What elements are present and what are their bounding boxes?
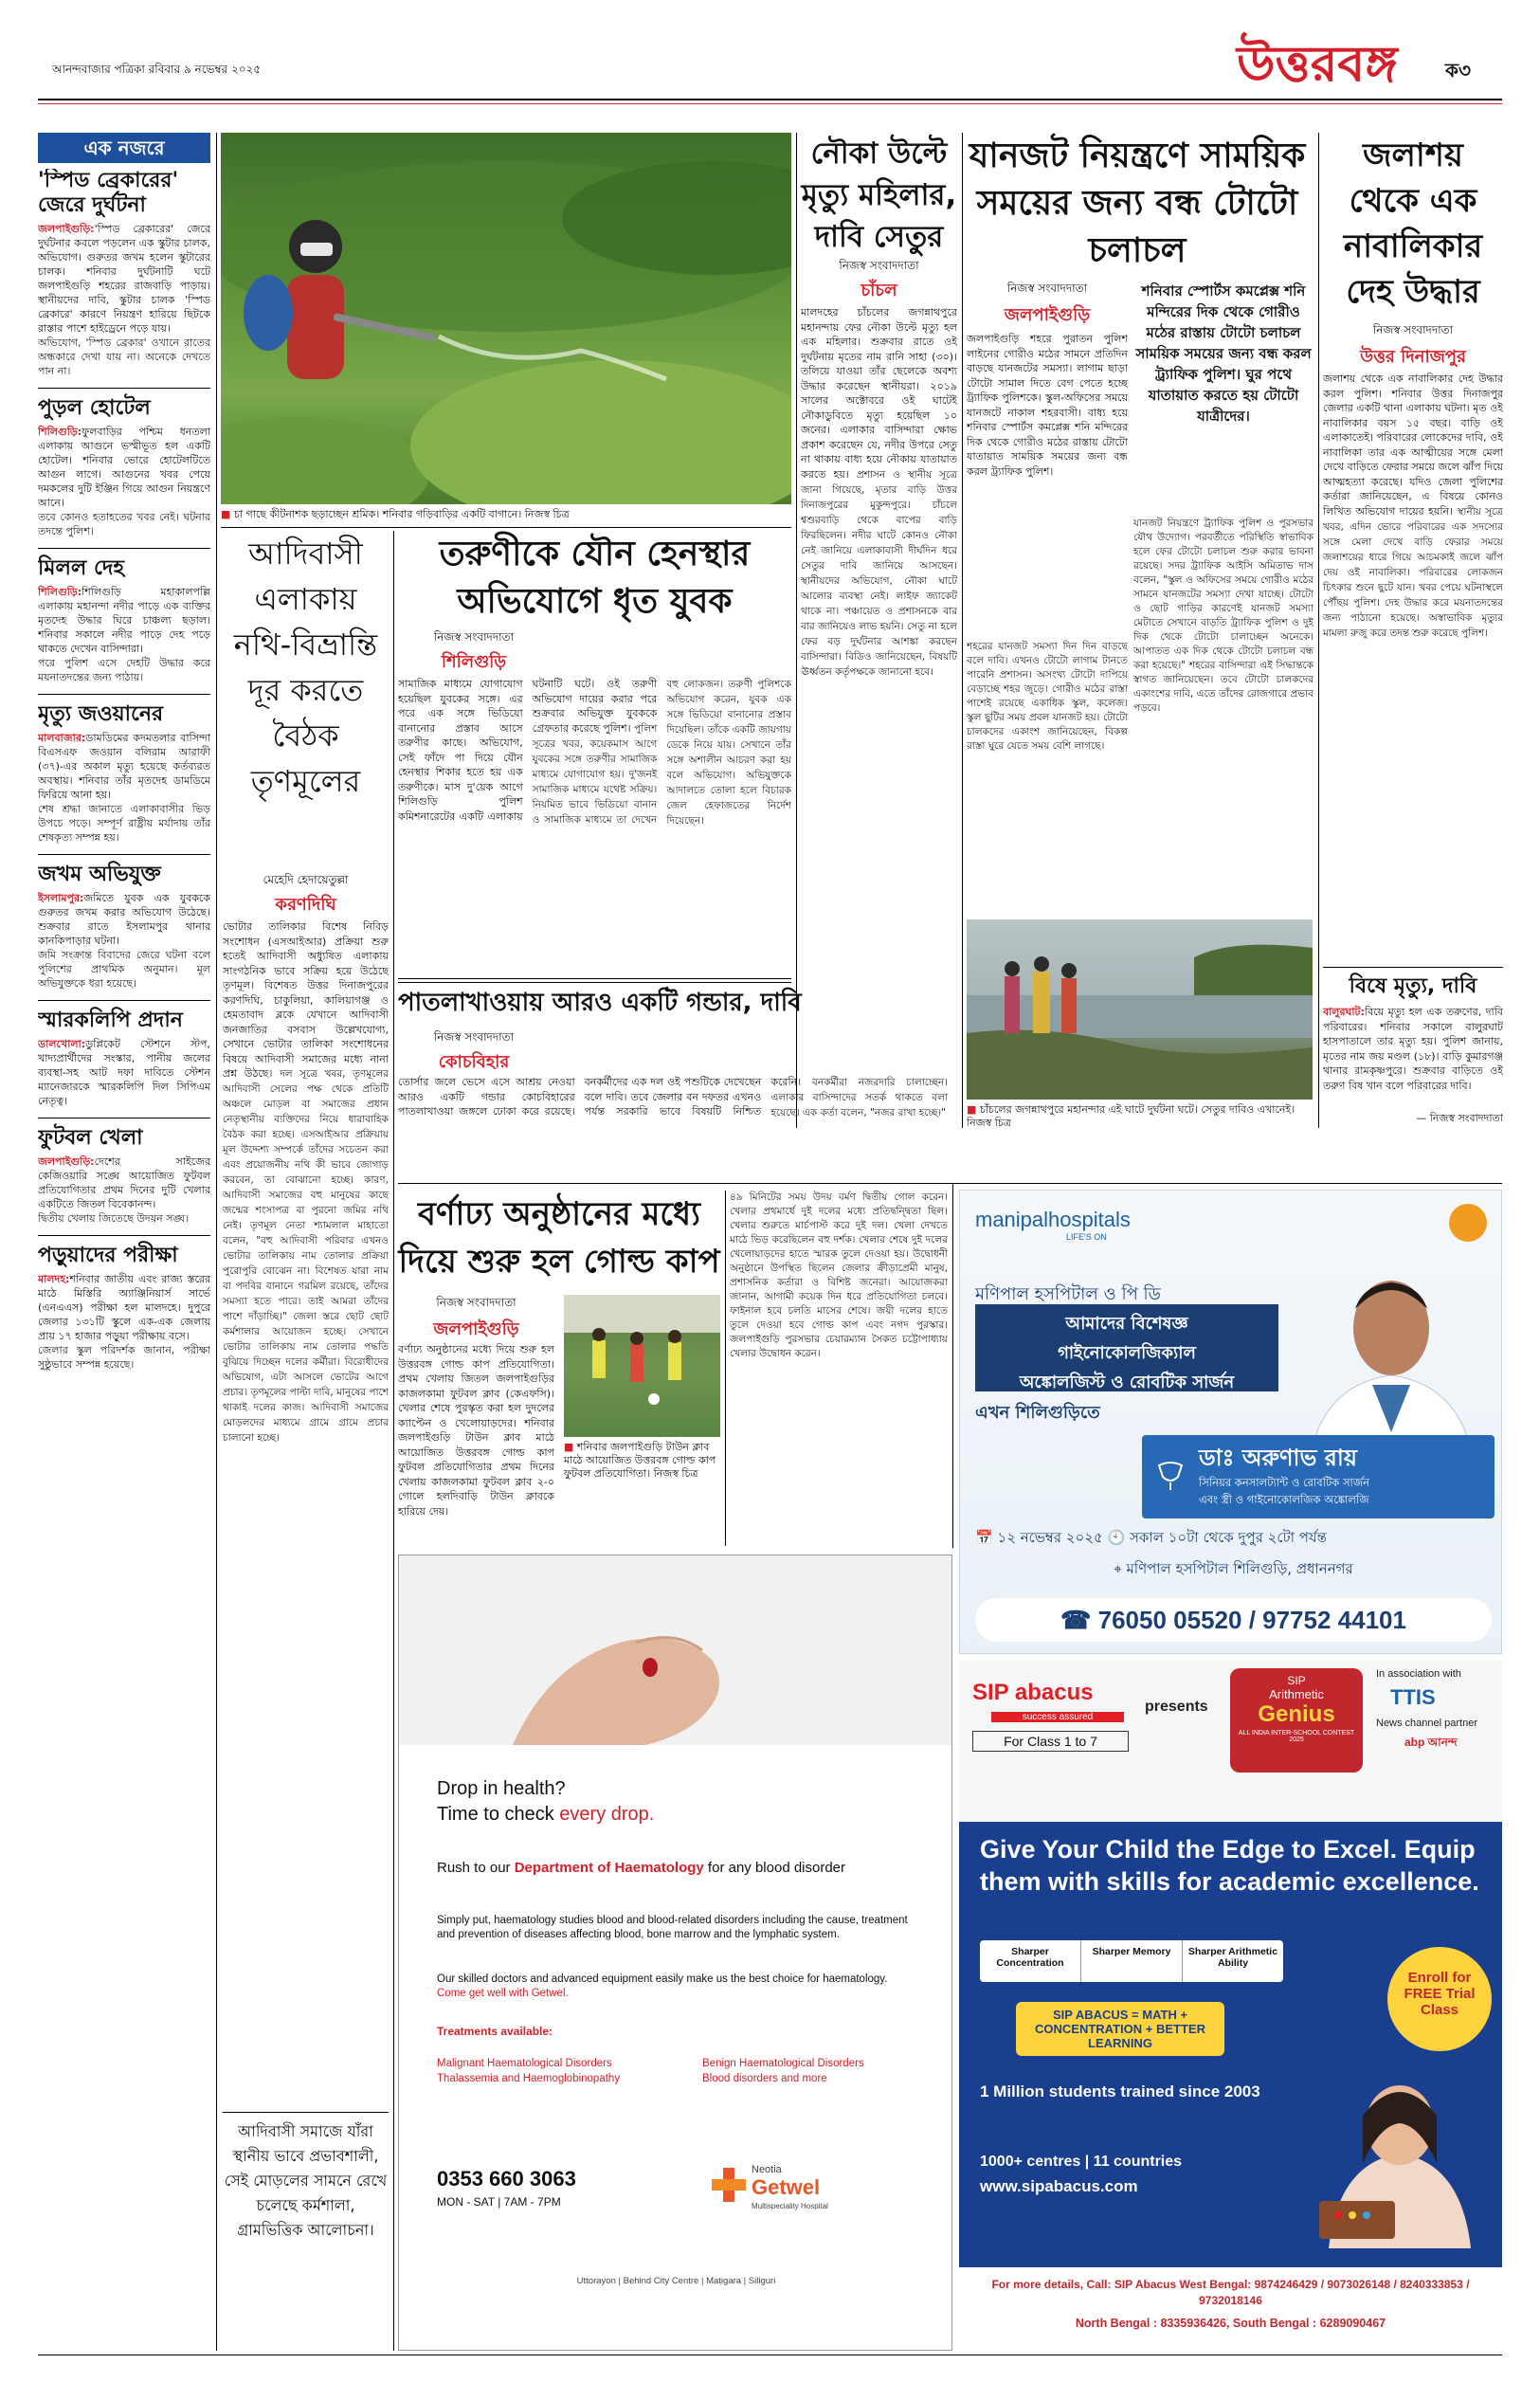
- adivasi-place: করণদিঘি: [275, 895, 336, 915]
- sidebar-item-tag: শিলিগুড়ি:: [38, 426, 82, 438]
- tea-photo-caption: ■ চা গাছে কীটনাশক ছড়াচ্ছেন শ্রমিক। শনিবার গড়িবাড়ির একটি বাগানে। নিজস্ব চিত্র: [221, 508, 570, 520]
- sidebar-item: মিলল দেহ শিলিগুড়ি:শিলিগুড়ি মহাকালপল্লি এলাকায় মহানন্দা নদীর পাড়ে এক ব্যক্তির মৃতদেহ উদ্ধার ঘিরে চাঞ্চল্য ছড়াল। শনিবার সকালে নদীর পাড়ে দেহ পড়ে থাকতে দেখেন বাসিন্দারা। পরে পুলিশ এসে দেহটি উদ্ধার করে ময়নাতদন্তের জন্য পাঠায়।: [38, 556, 210, 683]
- sip-website[interactable]: www.sipabacus.com: [980, 2177, 1138, 2195]
- getwel-cross-icon: [712, 2168, 746, 2202]
- sip-child-illustration: [1300, 2059, 1499, 2248]
- neotia-ad: [398, 1555, 952, 2351]
- sip-partner-3: News channel partner: [1376, 1718, 1478, 1729]
- rhino-byline: নিজস্ব সংবাদদাতা: [433, 1030, 515, 1044]
- marriage-headline: বিষে মৃত্যু, দাবি: [1349, 974, 1477, 998]
- sip-contact-1: For more details, Call: SIP Abacus West Bengal: 9874246429 / 9073026148 / 8240333853 / 9732018146: [991, 2278, 1470, 2307]
- sidebar-item-title: মিলল দেহ: [38, 556, 124, 580]
- doctor-panel: [1142, 1435, 1495, 1518]
- goldcup-text: বর্ণাঢ্য অনুষ্ঠানের মধ্যে দিয়ে শুরু হল উত্তরবঙ্গ গোল্ড কাপ প্রতিযোগিতা। প্রথম খেলায় জিতল জলপাইগুড়ির কাজলকামা ফুটবল ক্লাব (কেএফসি)। খেলার শেষে পুরস্কৃত করা হল দুদলের ক্যাপ্টেন ও খেলোয়াড়দের। শনিবার জলপাইগুড়ি টাউন ক্লাব মাঠে আয়োজিত উত্তরবঙ্গ গোল্ড কাপ ফুটবল প্রতিযোগিতার প্রথম দিনের খেলায় কাজলকামা ফুটবল ক্লাব ২-০ গোলে হলদিবাড়ি টাউন ক্লাবকে হারিয়ে দেয়।: [398, 1343, 554, 1518]
- sidebar-item-title: স্মারকলিপি প্রদান: [38, 1009, 183, 1032]
- doctor-title-2: এবং স্ত্রী ও গাইনোকোলজিক অঙ্কোলজি: [1199, 1493, 1369, 1506]
- goldcup-body: [398, 1342, 554, 1546]
- adivasi-byline: মেহেদি হেদায়েতুল্লা: [263, 873, 349, 886]
- sidebar-item-tag: ডালখোলা:: [38, 1038, 86, 1050]
- ad-phone[interactable]: 0353 660 3063: [437, 2167, 576, 2191]
- sidebar-item-text: ডামডিমের কদমতলার বাসিন্দা বিএসএফ জওয়ান বলিরাম আরাফী (৩৭)-এর অকাল মৃত্যু হয়েছে কর্তব্যরত অবস্থায়। শনিবার তাঁর মৃতদেহ ডামডিমে ফিরিয়ে আনা হয়।: [38, 732, 210, 801]
- sip-enroll-button[interactable]: Enroll for FREE Trial Class: [1387, 1947, 1492, 2051]
- page-number: ক৩: [1445, 59, 1471, 82]
- toto-body-3: শহরের যানজট সমস্যা দিন দিন বাড়ছে বলে দাবি। এখনও টোটো লাগাম টানতে পারেনি প্রশাসন। অসংখ্য টোটো দাপিয়ে বেড়াচ্ছে শহর জুড়ে। গোরীও মঠের রাস্তা পাশেই রয়েছে একাধিক স্কুল, কলেজ। স্কুল ছুটির সময় প্রবল যানজট হয়। টোটো চালকদের একাংশ জানিয়েছেন, বিকল্প রাস্তা ঘুরে যেতে সময় বেশি লাগছে।: [967, 641, 1128, 752]
- marriage-body: [1323, 1005, 1503, 1109]
- football-illustration: [564, 1295, 720, 1437]
- football-photo: [564, 1295, 720, 1437]
- toto-pull-quote: শনিবার স্পোর্টস কমপ্লেক্স শনি মন্দিরের দিক থেকে গোরীও মঠের রাস্তায় টোটো চলাচল সাময়িক সময়ের জন্য বন্ধ করল ট্র্যাফিক পুলিশ। ঘুর পথে যাতায়াত করতে হয় টোটো যাত্রীদের।: [1135, 282, 1312, 425]
- goldcup-place: জলপাইগুড়ি: [433, 1319, 519, 1339]
- sidebar-item: 'স্পিড ব্রেকারের' জেরে দুর্ঘটনা জলপাইগুড়ি:'স্পিড ব্রেকারের' জেরে দুর্ঘটনার কবলে পড়লেন এক স্কুটার চালক, অভিযোগ। গুরুতর জখম হলেন স্কুটারের চালক। শনিবার দুর্ঘটনাটি ঘটে জলপাইগুড়ি শহরের রাজবাড়ি পাড়ায়। স্থানীয়দের দাবি, স্কুটার চালক 'স্পিড ব্রেকারে' কারণে নিয়ন্ত্রণ হারিয়ে ছিটকে রাস্তার পাশে হাইড্রেনে পড়ে যায়। অভিযোগ, 'স্পিড ব্রেকার' ওখানে রাতের অন্ধকারে দেখা যায় না। অনেকে দেখতে পান না।: [38, 169, 210, 377]
- sip-students: 1 Million students trained since 2003: [980, 2082, 1260, 2100]
- ad-headline-1: Drop in health?: [437, 1778, 566, 1799]
- goldcup-caption: ■ শনিবার জলপাইগুড়ি টাউন ক্লাব মাঠে আয়োজিত উত্তরবঙ্গ গোল্ড কাপ ফুটবল প্রতিযোগিতা। নিজস্ব চিত্র: [564, 1441, 716, 1480]
- harass-place: শিলিগুড়ি: [441, 652, 507, 672]
- masthead-rule: [38, 99, 1502, 100]
- marriage-tag: বালুরঘাট:: [1323, 1006, 1365, 1018]
- marriage-text: বিয়ে মৃত্যু হল এক তরুণের, দাবি পরিবারের। শনিবার সকালে বালুরঘাট হাসপাতালে তার মৃত্যু হয়। পুলিশ জানায়, মৃতের নাম জয় মণ্ডল (১৮)। বাড়ি কুমারগঞ্জ থানার রামকৃষ্ণপুরে। শুক্রবার বাড়িতে ওই তরুণ বিষ খান বলে পরিবারের দাবি।: [1323, 1006, 1503, 1092]
- goldcup-body-2: ৪৯ মিনিটের সময় উদয় বর্মণ দ্বিতীয় গোল করেন। খেলার প্রথমার্ধে দুই দলের মধ্যে প্রতিদ্বন্দ্বিতা ছিল। খেলার শুরুতে মার্চপাস্ট করে দুই দল। খেলা দেখতে মাঠে ভিড় করেছিলেন বহু দর্শক। খেলার শেষে দুই দলের খেলোয়াড়দের হাতে স্মারক তুলে দেওয়া হয়। উদ্বোধনী অনুষ্ঠানে উপস্থিত ছিলেন জেলার ক্রীড়াপ্রেমী মানুষ, প্রশাসনিক কর্তারা ও বিশিষ্ট জনেরা। আয়োজকরা জানান, আগামী কয়েক দিন ধরে প্রতিযোগিতা চলবে। ফাইনাল হবে চলতি মাসের শেষে। জয়ী দলের হাতে তুলে দেওয়া হবে গোল্ড কাপ এবং নগদ পুরস্কার। জলপাইগুড়ি পুরসভার চেয়ারম্যান সৈকত চট্টোপাধ্যায় খেলার উদ্বোধন করেন।: [730, 1191, 948, 1359]
- ad-treat-4: Blood disorders and more: [702, 2073, 827, 2084]
- tea-garden-illustration: [221, 133, 791, 504]
- boat-text: মালদহের চাঁচলের জগন্নাথপুরে মহানন্দায় ফের নৌকা উল্টে মৃত্যু হল এক মহিলার। শুক্রবার রাতে ওই দুর্ঘটনায় মৃতের নাম রানি সাহা (৩০)। তলিয়ে যাওয়া তাঁর ছেলেকে অবশ্য উদ্ধার করেছেন স্থানীয়রা। ২০১৯ সালের অক্টোবরে ওই ঘাটেই নৌকাডুবিতে মৃত্যু হয়েছিল ১০ জনের। এলাকার বাসিন্দারা ক্ষোভ প্রকাশ করেছেন যে, নদীর উপরে সেতু না থাকায় বাধ্য হয়ে নৌকায় যাতায়াত করতে হয়।: [801, 306, 957, 481]
- rhino-text: তোর্সার জলে ভেসে এসে আশ্রয় নেওয়া আরও একটি গন্ডার কোচবিহারের পাতলাখাওয়া জঙ্গলে ঢোকা করে রয়েছে। বনকর্মীদের এক দল ওই পশুটিকে দেখেছেন বলে দাবি। তবে জেলার বন দফতর এখনও পর্যন্ত সরকারি ভাবে বিষয়টি নিশ্চিত করেনি।: [398, 1076, 802, 1118]
- doctor-title-1: সিনিয়র কনসালট্যান্ট ও রোবটিক সার্জন: [1199, 1476, 1370, 1489]
- sip-partner-1: In association with: [1376, 1668, 1461, 1680]
- people-on-bank: [1005, 956, 1077, 1033]
- doctor-name: ডাঃ অরুণাভ রায়: [1199, 1445, 1357, 1471]
- sip-presents: presents: [1145, 1699, 1208, 1715]
- sidebar-item: পড়ুয়াদের পরীক্ষা মালদহ:শনিবার জাতীয় এবং রাজ্য স্তরের মাঠে মিস্তিরি অ্যাঞ্জিনিয়ার্স সার্ভে (এনএএস) পরীক্ষা হল মালদহে। দুপুরে জেলার ১৩১টি স্কুলে এক-এক জেলায় প্রায় ১৭ হাজার পড়ুয়া পরীক্ষায় বসে। জেলার স্কুল পরিদর্শক জানান, পরীক্ষা সুষ্ঠুভাবে সম্পন্ন হয়েছে।: [38, 1244, 210, 1371]
- boat-body: মালদহের চাঁচলের জগন্নাথপুরে মহানন্দায় ফের নৌকা উল্টে মৃত্যু হল এক মহিলার। শুক্রবার রাতে ওই দুর্ঘটনায় মৃতের নাম রানি সাহা (৩০)। তলিয়ে যাওয়া তাঁর ছেলেকে অবশ্য উদ্ধার করেছেন স্থানীয়রা। ২০১৯ সালের অক্টোবরে ওই ঘাটেই নৌকাডুবিতে মৃত্যু হয়েছিল ১০ জনের। এলাকার বাসিন্দারা ক্ষোভ প্রকাশ করেছেন যে, নদীর উপরে সেতু না থাকায় বাধ্য হয়ে নৌকায় যাতায়াত করতে হয়। প্রশাসন ও স্থানীয় সূত্রে জানা গিয়েছে, মৃতার বাড়ি উত্তর দিনাজপুরের মুকুন্দপুরে। চাঁচলে শ্বশুরবাড়ি থেকে বাপের বাড়ি ফিরছিলেন। নদীর ঘাটে কোনও নৌকা নেই জানিয়ে এলাকাবাসী দীর্ঘদিন ধরে সেতুর দাবি জানিয়ে আসছেন। স্থানীয়দের অভিযোগ, নৌকা ঘাটে আলোর ব্যবস্থা নেই। লাইফ জ্যাকেট থাকে না। পঞ্চায়েত ও প্রশাসনকে বার বার জানিয়েও লাভ হয়নি। সেতু না হলে ফের বড় দুর্ঘটনার আশঙ্কা করছেন বাসিন্দারা। বিডিও জানিয়েছেন, বিষয়টি ঊর্ধ্বতন কর্তৃপক্ষকে জানানো হবে।: [801, 306, 957, 678]
- manipal-schedule: 📅 ১২ নভেম্বর ২০২৫ 🕙 সকাল ১০টা থেকে দুপুর ২টো পর্যন্ত: [975, 1529, 1327, 1546]
- rhino-place: কোচবিহার: [438, 1052, 510, 1072]
- marriage-credit: — নিজস্ব সংবাদদাতা: [1416, 1112, 1503, 1124]
- sidebar-item-tag: মালবাজার:: [38, 732, 86, 744]
- manipal-anniv-icon: [1449, 1204, 1487, 1242]
- sidebar-item-text: ডুপ্লিকেট স্টেশনে স্টপ, খাদ্যপ্রার্থীদের সংস্কার, পানীয় জলের ব্যবস্থা-সহ আট দফা দাবিতে স্টেশন ম্যানেজারকে স্মারকলিপি দিল সিপিএম নেতৃত্ব।: [38, 1038, 210, 1107]
- phone-icon: ☎: [1060, 1606, 1092, 1634]
- sidebar-item-title: ফুটবল খেলা: [38, 1126, 143, 1150]
- sip-contact-band: [959, 2267, 1502, 2351]
- sidebar-item-text: শিলিগুড়ি মহাকালপল্লি এলাকায় মহানন্দা নদীর পাড়ে এক ব্যক্তির মৃতদেহ উদ্ধার ঘিরে চাঞ্চল্য ছড়াল। শনিবার সকালে নদীর পাড়ে দেহ পড়ে থাকতে দেখেন বাসিন্দারা।: [38, 586, 210, 655]
- toto-text: জলপাইগুড়ি শহরে পুরাতন পুলিশ লাইনের গোরীও মঠের সামনে প্রতিদিন বাড়ছে যানজটের সমস্যা। লাগাম ছাড়া টোটো সামাল দিতে বেগ পেতে হচ্ছে ট্র্যাফিক পুলিশকে। স্কুল-অফিসের সময়ে যানজটে নাকাল শহরবাসী। বাধ্য হয়ে শনিবার স্পোর্টস কমপ্লেক্স শনি মন্দিরের দিক থেকে গোরীও মঠের রাস্তায় টোটো যাতায়াত সাময়িক সময়ের জন্য বন্ধ করল ট্র্যাফিক পুলিশ।: [967, 333, 1128, 478]
- manipal-line3: গাইনোকোলজিক্যাল: [1058, 1343, 1196, 1363]
- manipal-line4: অঙ্কোলজিস্ট ও রোবটিক সার্জন: [1019, 1373, 1235, 1392]
- sip-contact-2: North Bengal : 8335936426, South Bengal : 6289090467: [1075, 2317, 1386, 2330]
- ad-headline-2: Time to check every drop.: [437, 1804, 655, 1825]
- manipal-line1: মণিপাল হসপিটাল ও পি ডি: [975, 1284, 1161, 1304]
- sidebar-item: ফুটবল খেলা জলপাইগুড়ি:দেশের সাইজের কেজিওয়ারি সঙ্ঘে আয়োজিত ফুটবল প্রতিযোগিতার প্রথম দিনের দুটি খেলার একটিতে জিতল বিবেকানন্দ। দ্বিতীয় খেলায় জিতেছে উদয়ন সঙ্ঘ।: [38, 1126, 210, 1225]
- goldcup-headline: বর্ণাঢ্য অনুষ্ঠানের মধ্যে দিয়ে শুরু হল গোল্ড কাপ: [398, 1195, 720, 1281]
- boat-place: চাঁচল: [861, 281, 897, 300]
- ad-hours: MON - SAT | 7AM - 7PM: [437, 2195, 561, 2209]
- sidebar-item-tag: জলপাইগুড়ি:: [38, 223, 95, 235]
- toto-place: জলপাইগুড়ি: [1004, 305, 1091, 325]
- child-headline: জলাশয় থেকে এক নাবালিকার দেহ উদ্ধার: [1343, 136, 1483, 311]
- goldcup-caption-text: শনিবার জলপাইগুড়ি টাউন ক্লাব মাঠে আয়োজিত উত্তরবঙ্গ গোল্ড কাপ ফুটবল প্রতিযোগিতা। নিজস্ব চিত্র: [564, 1441, 716, 1480]
- river-caption: ■ চাঁচলের জগন্নাথপুরে মহানন্দার এই ঘাটে দুর্ঘটনা ঘটে। সেতুর দাবিও এখানেই। নিজস্ব চিত্র: [967, 1103, 1295, 1129]
- manipal-line2: আমাদের বিশেষজ্ঞ: [1065, 1314, 1188, 1334]
- sidebar-item: পুড়ল হোটেল শিলিগুড়ি:ফুলবাড়ির পশ্চিম ধনতলা এলাকায় আগুনে ভস্মীভূত হল একটি হোটেল। শনিবার ভোরে হোটেলটিতে আগুন লাগে। আগুনের খবর পেয়ে দমকলের দুটি ইঞ্জিন গিয়ে আগুন নিয়ন্ত্রণে আনে। তবে কোনও হতাহতের খবর নেই। ঘটনার তদন্তে পুলিশ।: [38, 396, 210, 537]
- harass-headline: তরুণীকে যৌন হেনস্থার অভিযোগে ধৃত যুবক: [439, 535, 751, 621]
- sip-class-range: For Class 1 to 7: [972, 1731, 1129, 1752]
- location-icon: ⌖: [1114, 1560, 1122, 1577]
- clock-icon: 🕙: [1107, 1529, 1126, 1546]
- harass-byline: নিজস্ব সংবাদদাতা: [433, 630, 515, 644]
- sidebar-item-title: 'স্পিড ব্রেকারের' জেরে দুর্ঘটনা: [38, 169, 179, 217]
- child-byline: নিজস্ব সংবাদদাতা: [1372, 323, 1454, 336]
- sidebar-item: [38, 1009, 210, 1108]
- boat-byline: নিজস্ব সংবাদদাতা: [839, 259, 919, 272]
- tea-garden-photo: [221, 133, 791, 504]
- child-text: জলাশয় থেকে এক নাবালিকার দেহ উদ্ধার করল পুলিশ। শনিবার উত্তর দিনাজপুর জেলার একটি থানা এলাকায় ঘটনা। মৃত ওই নাবালিকার বয়স ১৫ বছর। বাড়ি ওই এলাকাতেই। পরিবারের লোকেদের দাবি, ওই নাবালিকা তার এক আত্মীয়ের সঙ্গে মেলা দেখে বাড়িতে ফেরার সময়ে জলে ঝাঁপ দিয়ে আত্মহত্যা করেছে। যদিও জেলা পুলিশের কর্তারা জানিয়েছেন, এ বিষয়ে কোনও লিখিত অভিযোগ দায়ের হয়নি।: [1323, 373, 1503, 518]
- manipal-tagline: LIFE'S ON: [1066, 1232, 1107, 1242]
- sidebar-header: এক নজরে: [38, 133, 210, 163]
- sip-headline: Give Your Child the Edge to Excel. Equip them with skills for academic excellence.: [980, 1835, 1479, 1896]
- ad-treat-title: Treatments available:: [437, 2025, 553, 2038]
- toto-body-2: যানজট নিয়ন্ত্রণে ট্র্যাফিক পুলিশ ও পুরসভার যৌথ উদ্যোগ। পরবর্তীতে পরিস্থিতি স্বাভাবিক হলে ফের টোটো চলাচল শুরু করার ভাবনা রয়েছে। সদর ট্র্যাফিক আইসি অমিতাভ দাস বলেন, "স্কুল ও অফিসের সময়ে গোরীও মঠের সামনে যানজটের সমস্যা দেখা যাচ্ছে। টোটো ও ছোট গাড়ির কারণেই যানজট সমস্যা মেটাতে সেখানে বাড়তি ট্র্যাফিক পুলিশ ও দুই দিক থেকে টোটো চালাচ্ছেন অনেকে। আপাতত এক দিক থেকে টোটো চলাচল বন্ধ করা হয়েছে।" শহরের বাসিন্দারা এই সিদ্ধান্তকে স্বাগত জানিয়েছেন। তবে টোটো চালকদের একাংশের দাবি, এতে তাঁদের রোজগারে প্রভাব পড়বে।: [1133, 518, 1314, 714]
- rhino-headline: পাতলাখাওয়ায় আরও একটি গন্ডার, দাবি: [398, 989, 802, 1017]
- sidebar-item-title: মৃত্যু জওয়ানের: [38, 702, 164, 726]
- sip-genius-badge: SIP Arithmetic Genius ALL INDIA INTER-SCHOOL CONTEST 2025: [1230, 1668, 1363, 1773]
- ad-rush: Rush to our Department of Haematology for any blood disorder: [437, 1860, 846, 1876]
- sidebar-item-text: জমিতে যুবক এক যুবককে গুরুতর জখম করার অভিযোগ উঠেছে। শুক্রবার রাতে ইসলামপুর থানার কানকিপাড়ার ঘটনা।: [38, 892, 210, 947]
- sidebar-item-title: জখম অভিযুক্ত: [38, 863, 161, 886]
- sidebar-item-text: ফুলবাড়ির পশ্চিম ধনতলা এলাকায় আগুনে ভস্মীভূত হল একটি হোটেল। শনিবার ভোরে হোটেলটিতে আগুন লাগে। আগুনের খবর পেয়ে দমকলের দুটি ইঞ্জিন গিয়ে আগুন নিয়ন্ত্রণে আনে।: [38, 426, 210, 509]
- adivasi-text: ভোটার তালিকার বিশেষ নিবিড় সংশোধন (এসআইআর) প্রক্রিয়া শুরু হতেই আদিবাসী অধ্যুষিত এলাকায় সাংগঠনিক ভাবে সক্রিয় হয়ে উঠেছে তৃণমূল। বিশেষত উত্তর দিনাজপুরের করণদিঘি, চাকুলিয়া, কালিয়াগঞ্জ ও হেমতাবাদ ব্লকে যেখানে আদিবাসী জনজাতির বসবাস উল্লেখযোগ্য, সেখানে ভোটার তালিকা সংশোধনের বিষয়ে আদিবাসী সমাজের মধ্যে নানা প্রশ্ন উঠছে।: [223, 920, 389, 1080]
- manipal-line5: এখন শিলিগুড়িতে: [975, 1403, 1100, 1423]
- sip-centres: 1000+ centres | 11 countries: [980, 2154, 1183, 2170]
- manipal-phones[interactable]: ☎ 76050 05520 / 97752 44101: [975, 1598, 1492, 1642]
- paper-date: আনন্দবাজার পত্রিকা রবিবার ৯ নভেম্বর ২০২৫: [52, 63, 262, 76]
- manipal-ad: [959, 1190, 1502, 1654]
- sip-ad: [959, 1661, 1502, 2351]
- sip-skills: Sharper Concentration Sharper Memory Sharper Arithmetic Ability: [980, 1940, 1283, 1982]
- sidebar-item-text: শনিবার জাতীয় এবং রাজ্য স্তরের মাঠে মিস্তিরি অ্যাঞ্জিনিয়ার্স সার্ভে (এনএএস) পরীক্ষা হল মালদহে। দুপুরে জেলার ১৩১টি স্কুলে এক-এক জেলায় প্রায় ১৭ হাজার পড়ুয়া পরীক্ষায় বসে।: [38, 1273, 210, 1342]
- sidebar-item: মৃত্যু জওয়ানের মালবাজার:ডামডিমের কদমতলার বাসিন্দা বিএসএফ জওয়ান বলিরাম আরাফী (৩৭)-এর অকাল মৃত্যু হয়েছে কর্তব্যরত অবস্থায়। শনিবার তাঁর মৃতদেহ ডামডিমে ফিরিয়ে আনা হয়। শেষ শ্রদ্ধা জানাতে এলাকাবাসীর ভিড় উপচে পড়ে। সম্পূর্ণ রাষ্ট্রীয় মর্যাদায় তাঁর শেষকৃত্য সম্পন্ন হয়।: [38, 702, 210, 844]
- sidebar-item-tag: জলপাইগুড়ি:: [38, 1155, 95, 1168]
- manipal-venue: ⌖ মণিপাল হসপিটাল শিলিগুড়ি, প্রধাননগর: [1114, 1560, 1353, 1577]
- sidebar-item-title: পুড়ল হোটেল: [38, 396, 151, 420]
- adivasi-quote: আদিবাসী সমাজে যাঁরা স্থানীয় ভাবে প্রভাবশালী, সেই মোড়লের সামনে রেখে চলেছে কর্মশালা, গ্রামভিত্তিক আলোচনা।: [224, 2122, 388, 2239]
- ad-treat-3: Benign Haematological Disorders: [702, 2058, 864, 2069]
- uterus-icon: [1151, 1456, 1189, 1494]
- finger-illustration: [399, 1555, 952, 1745]
- child-body: জলাশয় থেকে এক নাবালিকার দেহ উদ্ধার করল পুলিশ। শনিবার উত্তর দিনাজপুর জেলার একটি থানা এলাকায় ঘটনা। মৃত ওই নাবালিকার বয়স ১৫ বছর। বাড়ি ওই এলাকাতেই। পরিবারের লোকেদের দাবি, ওই নাবালিকা তার এক আত্মীয়ের সঙ্গে মেলা দেখে বাড়িতে ফেরার সময়ে জলে ঝাঁপ দিয়ে আত্মহত্যা করেছে। যদিও জেলা পুলিশের কর্তারা জানিয়েছেন, এ বিষয়ে কোনও লিখিত অভিযোগ দায়ের হয়নি। স্থানীয় সূত্রে খবর, এদিন ভোরে পরিবারের এক সদস্যের সঙ্গে মেলা দেখে বাড়ি ফেরার সময়ে জলাশয়ের ধারে গিয়ে আচমকাই জলে ঝাঁপ দেয় ওই নাবালিকা। পরিবারের লোকজন চিৎকার শুনে ছুটে যান। খবর পেয়ে ঘটনাস্থলে পৌঁছয় পুলিশ। দেহ উদ্ধার করে ময়নাতদন্তের জন্য পাঠানো হয়েছে। অস্বাভাবিক মৃত্যুর মামলা রুজু করে তদন্ত শুরু করেছে পুলিশ।: [1323, 373, 1503, 639]
- adivasi-headline: আদিবাসী এলাকায় নথি-বিভ্রান্তি দূর করতে বৈঠক তৃণমূলের: [233, 536, 378, 799]
- boat-headline: নৌকা উল্টে মৃত্যু মহিলার, দাবি সেতুর: [801, 136, 957, 254]
- sip-partner-2: TTIS: [1390, 1685, 1436, 1709]
- sidebar-item-title: পড়ুয়াদের পরীক্ষা: [38, 1244, 178, 1267]
- sidebar-item-tag: মালদহ:: [38, 1273, 70, 1285]
- rhino-body: তোর্সার জলে ভেসে এসে আশ্রয় নেওয়া আরও একটি গন্ডার কোচবিহারের পাতলাখাওয়া জঙ্গলে ঢোকা করে রয়েছে। বনকর্মীদের এক দল ওই পশুটিকে দেখেছেন বলে দাবি। তবে জেলার বন দফতর এখনও পর্যন্ত সরকারি ভাবে বিষয়টি নিশ্চিত করেনি। বনকর্মীরা নজরদারি চালাচ্ছেন। এলাকার বাসিন্দাদের সতর্ক থাকতে বলা হয়েছে। এক কর্তা বলেন, "নজর রাখা হচ্ছে।": [398, 1076, 948, 1118]
- manipal-brand: manipalhospitals: [975, 1208, 1131, 1231]
- getwel-logo: Neotia Getwel Multispeciality Hospital: [712, 2162, 835, 2228]
- caption-text: চা গাছে কীটনাশক ছড়াচ্ছেন শ্রমিক। শনিবার গড়িবাড়ির একটি বাগানে। নিজস্ব চিত্র: [233, 508, 570, 520]
- child-place: উত্তর দিনাজপুর: [1360, 347, 1466, 367]
- sidebar-item-tag: ইসলামপুর:: [38, 892, 84, 904]
- harass-body: সামাজিক মাধ্যমে যোগাযোগ হয়েছিল যুবকের সঙ্গে। এর পরে এক সঙ্গে ভিডিয়ো বানানোর প্রস্তাব আসে তরুণীর কাছে। অভিযোগ, সেই ফাঁদে পা দিয়ে যৌন হেনস্থার শিকার হতে হয় এক তরুণীকে। মাস দু'য়েক আগে শিলিগুড়ি পুলিশ কমিশনারেটের একটি এলাকায় ঘটনাটি ঘটে। ওই তরুণী অভিযোগ দায়ের করার পরে শুক্রবার অভিযুক্ত যুবককে গ্রেফতার করেছে পুলিশ। পুলিশ সূত্রের খবর, কয়েকমাস আগে যুবকের সঙ্গে তরুণীর সামাজিক মাধ্যমে যোগাযোগ হয়। দু'জনই সামাজিক মাধ্যমে যথেষ্ট সক্রিয়। নিয়মিত ভাবে ভিডিয়ো বানান ও সামাজিক মাধ্যমে তা দেখেন বহু লোকজন। তরুণী পুলিশকে অভিযোগ করেন, যুবক এক সঙ্গে ভিডিয়ো বানানোর প্রস্তাব দিয়েছিল। তাঁকে একটি জায়গায় ডেকে নিয়ে যায়। সেখানে তাঁর সঙ্গে অশালীন আচরণ করা হয় বলে অভিযোগ। অভিযুক্তকে আদালতে তোলা হলে বিচারক জেল হেফাজতের নির্দেশ দিয়েছেন।: [398, 678, 791, 827]
- sip-brand: SIP abacus: [972, 1680, 1094, 1705]
- sip-partner-4: abp আনন্দ: [1404, 1736, 1458, 1749]
- sidebar-item-text: দেশের সাইজের কেজিওয়ারি সঙ্ঘে আয়োজিত ফুটবল প্রতিযোগিতার প্রথম দিনের দুটি খেলার একটিতে জিতল বিবেকানন্দ।: [38, 1155, 210, 1210]
- toto-byline: নিজস্ব সংবাদদাতা: [1006, 282, 1088, 295]
- ad-address: Uttorayon | Behind City Centre | Matigara | Siliguri: [576, 2276, 776, 2286]
- sip-brand-tag: success assured: [991, 1712, 1124, 1722]
- ad-desc: Simply put, haematology studies blood and blood-related disorders including the cause, treatment and prevention of diseases affecting blood, bone marrow and the lymphatic system.: [437, 1915, 908, 1940]
- sidebar: [38, 169, 210, 2349]
- sidebar-item-text: 'স্পিড ব্রেকারের' জেরে দুর্ঘটনার কবলে পড়লেন এক স্কুটার চালক, অভিযোগ। গুরুতর জখম হলেন স্কুটারের চালক। শনিবার দুর্ঘটনাটি ঘটে জলপাইগুড়ি শহরের রাজবাড়ি পাড়ায়। স্থানীয়দের দাবি, স্কুটার চালক 'স্পিড ব্রেকারে' কারণে নিয়ন্ত্রণ হারিয়ে ছিটকে রাস্তার পাশে হাইড্রেনে পড়ে যায়।: [38, 223, 210, 335]
- river-photo: [967, 919, 1313, 1100]
- blood-drop-icon: [643, 1658, 658, 1677]
- harass-text: সামাজিক মাধ্যমে যোগাযোগ হয়েছিল যুবকের সঙ্গে। এর পরে এক সঙ্গে ভিডিয়ো বানানোর প্রস্তাব আসে তরুণীর কাছে। অভিযোগ, সেই ফাঁদে পা দিয়ে যৌন হেনস্থার শিকার হতে হয় এক তরুণীকে। মাস দু'য়েক আগে শিলিগুড়ি পুলিশ কমিশনারেটের একটি এলাকায় ঘটনাটি ঘটে। ওই তরুণী অভিযোগ দায়ের করার পরে শুক্রবার অভিযুক্ত যুবককে গ্রেফতার করেছে পুলিশ।: [398, 678, 658, 823]
- ad-desc-2: Our skilled doctors and advanced equipment easily make us the best choice for haematology. Come get well with Getwel.: [437, 1973, 888, 1999]
- goldcup-byline: নিজস্ব সংবাদদাতা: [436, 1296, 516, 1309]
- section-title: উত্তরবঙ্গ: [1237, 36, 1398, 93]
- river-illustration: [967, 919, 1313, 1100]
- manipal-banner: [975, 1304, 1278, 1391]
- adivasi-body: ভোটার তালিকার বিশেষ নিবিড় সংশোধন (এসআইআর) প্রক্রিয়া শুরু হতেই আদিবাসী অধ্যুষিত এলাকায় সাংগঠনিক ভাবে সক্রিয় হয়ে উঠেছে তৃণমূল। বিশেষত উত্তর দিনাজপুরের করণদিঘি, চাকুলিয়া, কালিয়াগঞ্জ ও হেমতাবাদ ব্লকে যেখানে আদিবাসী জনজাতির বসবাস উল্লেখযোগ্য, সেখানে ভোটার তালিকা সংশোধনের বিষয়ে আদিবাসী সমাজের মধ্যে নানা প্রশ্ন উঠছে। দল সূত্রে খবর, তৃণমূলের আদিবাসী সেলের পক্ষ থেকে প্রতিটি অঞ্চলে মোড়ল বা সমাজের প্রধান নেতৃস্থানীয় ব্যক্তিদের নিয়ে ধারাবাহিক বৈঠক করা হচ্ছে। এসআইআর প্রক্রিয়ায় মূল উদ্দেশ্য সম্পর্কে তাঁদের সচেতন করা এবং প্রয়োজনীয় নথি কী ভাবে জোগাড় করবেন, তা বোঝানো হচ্ছে। কারণ, আদিবাসী সমাজের বহু মানুষের কাছে জন্মের শংসাপত্র বা পুরনো জমির নথি নেই। তৃণমূল নেতা শ্যামলাল মাহাতো বলেন, "বহু আদিবাসী পরিবার এখনও ভোটার তালিকায় নাম তোলার প্রক্রিয়া পুরোপুরি বোঝেন না। বিশেষত যারা নাম বা পদবির বানানে গরমিল রয়েছে, তাঁদের সমস্যা হতে পারে। তাই আমরা তাঁদের পাশে দাঁড়াচ্ছি।" জেলা স্তরে ছোট ছোট কর্মশালার আয়োজন হচ্ছে। সেখানে ভোটার তালিকায় নাম তোলার পদ্ধতি বুঝিয়ে দিচ্ছেন দলের কর্মীরা। বিরোধীদের অভিযোগ, এটা আসলে ভোটের আগে প্রচার। তৃণমূলের পাল্টা দাবি, মানুষের পাশে থাকাই দলের কাজ। আদিবাসী সমাজের মোড়লদের মাধ্যমে গ্রামে গ্রামে প্রচার চালানো হচ্ছে।: [223, 920, 389, 1444]
- sip-formula: SIP ABACUS = MATH + CONCENTRATION + BETTER LEARNING: [1016, 2002, 1224, 2056]
- ad-treat-1: Malignant Haematological Disorders: [437, 2058, 612, 2069]
- ad-treat-2: Thalassemia and Haemoglobinopathy: [437, 2073, 621, 2084]
- sidebar-item: জখম অভিযুক্ত ইসলামপুর:জমিতে যুবক এক যুবককে গুরুতর জখম করার অভিযোগ উঠেছে। শুক্রবার রাতে ইসলামপুর থানার কানকিপাড়ার ঘটনা। জমি সংক্রান্ত বিবাদের জেরে ঘটনা বলে পুলিশের প্রাথমিক অনুমান। মূল অভিযুক্তকে ধরা হয়েছে।: [38, 863, 210, 990]
- calendar-icon: 📅: [975, 1529, 993, 1546]
- toto-body: [967, 332, 1128, 635]
- toto-headline: যানজট নিয়ন্ত্রণে সাময়িক সময়ের জন্য বন্ধ টোটো চলাচল: [969, 136, 1306, 270]
- sidebar-item-tag: শিলিগুড়ি:: [38, 586, 82, 598]
- masthead: [0, 0, 1540, 128]
